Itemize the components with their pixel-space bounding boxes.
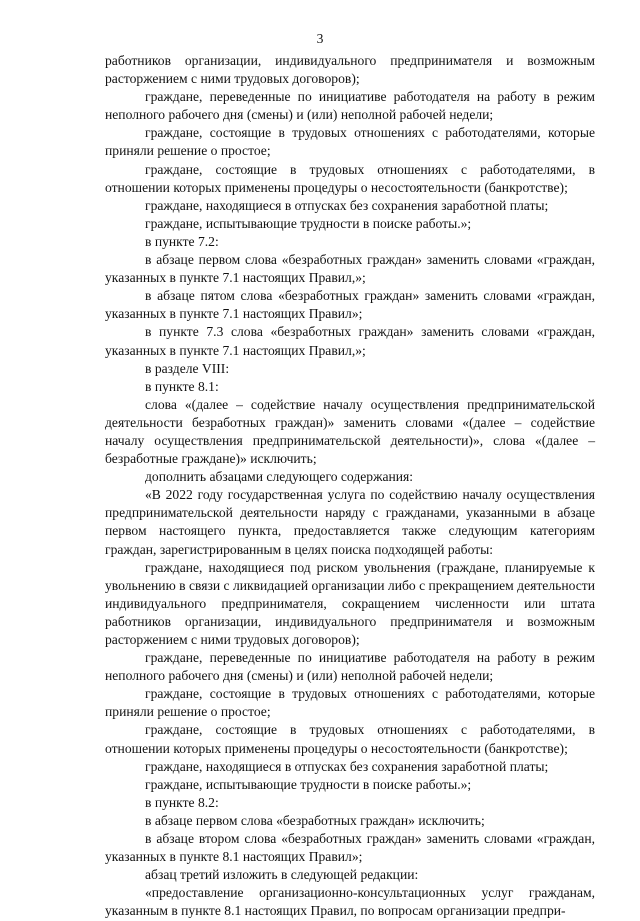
paragraph: граждане, испытывающие трудности в поиске работы.»; xyxy=(145,776,472,792)
paragraph: в пункте 8.2: xyxy=(145,794,219,810)
document-body xyxy=(105,52,595,921)
paragraph: в пункте 7.3 слова «безработных граждан» заменить словами «граждан, указанных в пункте 7.1 настоящих Правил,»; xyxy=(105,324,595,358)
paragraph: граждане, состоящие в трудовых отношениях с работодателями, в отношении которых применены процедуры о несостоятельности (банкротстве); xyxy=(105,722,595,756)
paragraph: абзац третий изложить в следующей редакции: xyxy=(145,867,419,883)
paragraph: граждане, находящиеся в отпусках без сохранения заработной платы; xyxy=(145,758,549,774)
paragraph: граждане, состоящие в трудовых отношениях с работодателями, которые приняли решение о простое; xyxy=(105,125,595,159)
page-number: 3 xyxy=(316,31,324,46)
paragraph-continuation: работников организации, индивидуального предпринимателя и возможным расторжением с ними трудовых договоров); xyxy=(105,53,595,87)
paragraph: в абзаце пятом слова «безработных граждан» заменить словами «граждан, указанных в пункте 7.1 настоящих Правил»; xyxy=(105,288,595,322)
paragraph: граждане, находящиеся под риском увольнения (граждане, планируемые к увольнению в связи с ликвидацией организации либо с прекращением деятельности индивидуального предпринимателя, сокращением численности или штата работников организации, индивидуального предпринимателя и возможным расторжением с ними трудовых договоров); xyxy=(105,559,595,647)
paragraph: в абзаце первом слова «безработных граждан» заменить словами «граждан, указанных в пункте 7.1 настоящих Правил,»; xyxy=(105,252,595,286)
paragraph: слова «(далее – содействие началу осуществления предпринимательской деятельности безработных граждан)» заменить словами «(далее – содействие началу осуществления предпринимательской деятельности)», слова «(далее – безработные граждане)» исключить; xyxy=(105,396,595,467)
paragraph: граждане, находящиеся в отпусках без сохранения заработной платы; xyxy=(145,197,549,213)
paragraph: граждане, состоящие в трудовых отношениях с работодателями, в отношении которых применены процедуры о несостоятельности (банкротстве); xyxy=(105,161,595,195)
paragraph: «предоставление организационно-консультационных услуг гражданам, указанным в пункте 8.1 настоящих Правил, по вопросам организации предпри- xyxy=(105,885,595,919)
paragraph: «В 2022 году государственная услуга по содействию началу осуществления предпринимательской деятельности наряду с гражданами, указанными в абзаце первом настоящего пункта, предоставляется также следующим категориям граждан, зарегистрированным в целях поиска подходящей работы: xyxy=(105,487,595,557)
paragraph: граждане, переведенные по инициативе работодателя на работу в режим неполного рабочего дня (смены) и (или) неполной рабочей недели; xyxy=(105,89,595,123)
paragraph: в пункте 7.2: xyxy=(145,233,219,249)
paragraph: граждане, испытывающие трудности в поиске работы.»; xyxy=(145,215,472,231)
paragraph: в разделе VIII: xyxy=(145,360,230,376)
paragraph: в пункте 8.1: xyxy=(145,378,219,394)
paragraph: в абзаце втором слова «безработных граждан» заменить словами «граждан, указанных в пункте 8.1 настоящих Правил»; xyxy=(105,831,595,865)
paragraph: в абзаце первом слова «безработных граждан» исключить; xyxy=(145,812,485,828)
paragraph: граждане, состоящие в трудовых отношениях с работодателями, которые приняли решение о простое; xyxy=(105,686,595,720)
paragraph: граждане, переведенные по инициативе работодателя на работу в режим неполного рабочего дня (смены) и (или) неполной рабочей недели; xyxy=(105,650,595,684)
paragraph: дополнить абзацами следующего содержания: xyxy=(145,469,414,485)
